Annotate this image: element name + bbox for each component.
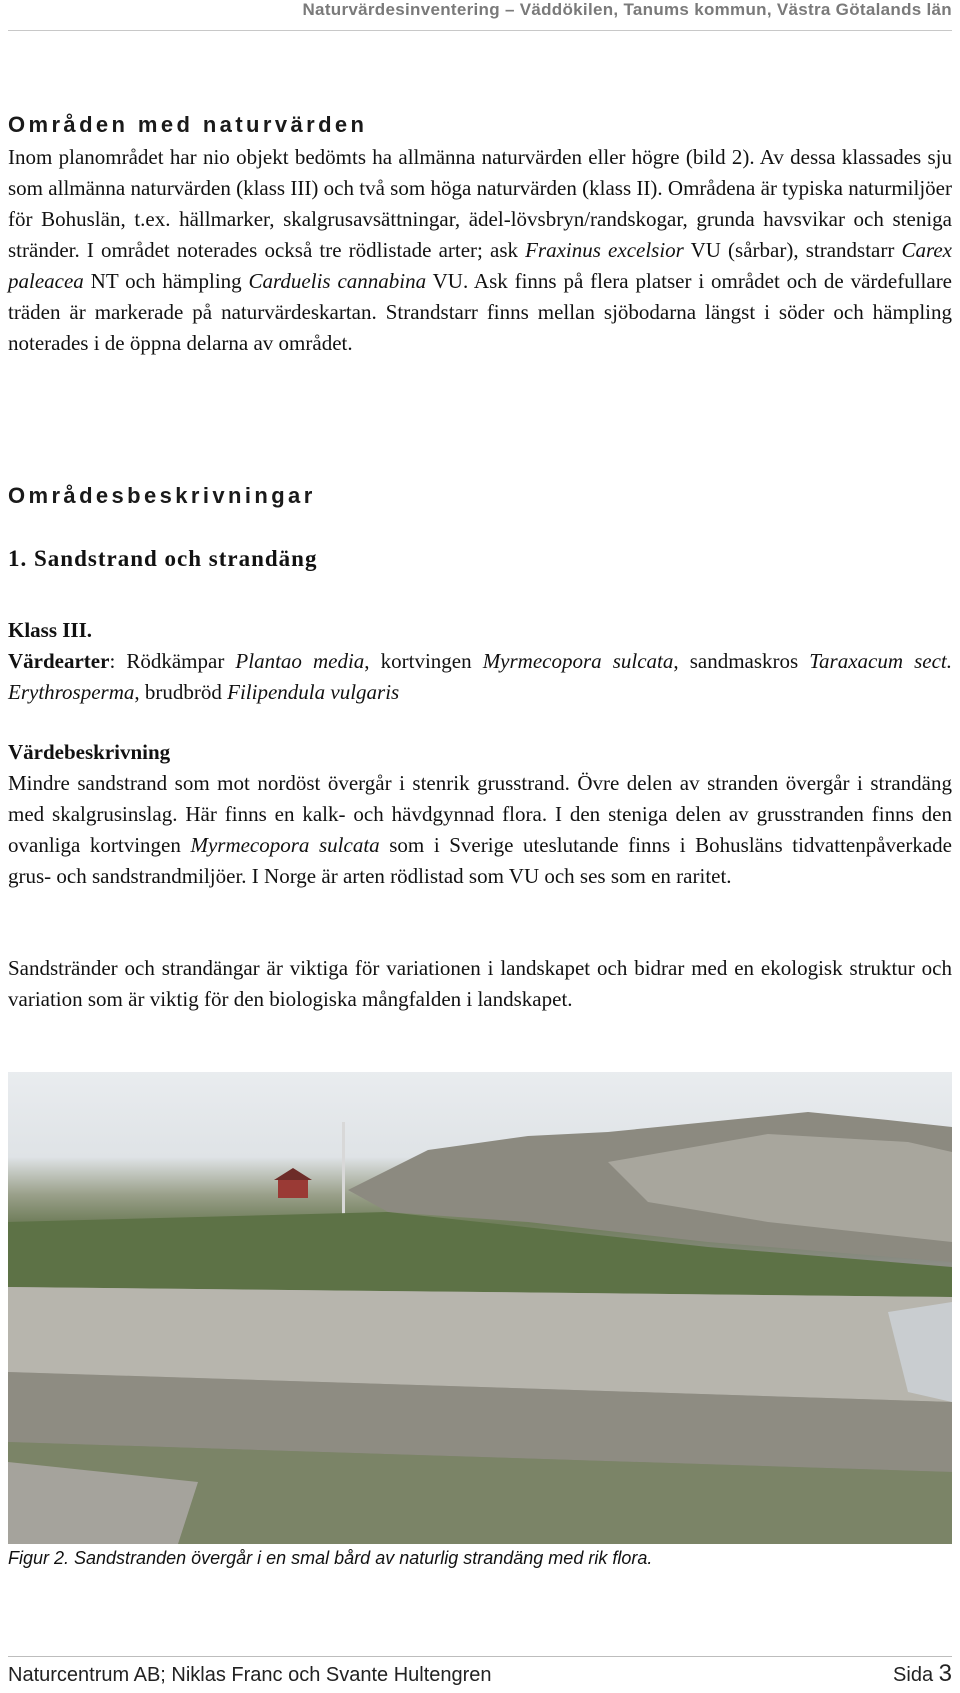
naturvarden-paragraph bbox=[8, 142, 952, 359]
vardearter-label: Värdearter bbox=[8, 649, 110, 673]
vardebeskrivning-label: Värdebeskrivning bbox=[8, 740, 171, 764]
footer-authors: Naturcentrum AB; Niklas Franc och Svante Hultengren bbox=[8, 1664, 492, 1686]
class-label: Klass III. bbox=[8, 618, 93, 642]
beach-photo bbox=[8, 1072, 952, 1544]
text-run: som i Sverige uteslutande finns i Bohusläns tidvattenpåverkade grus- och sandstrandmiljöer. I Norge är arten rödlistad som VU och ses som en raritet. bbox=[8, 833, 952, 888]
text-run: : Rödkämpar bbox=[109, 649, 236, 673]
beach-photo-drawing bbox=[8, 1072, 952, 1544]
vardearter-paragraph bbox=[8, 646, 952, 708]
page-number bbox=[893, 1660, 952, 1688]
text-run: Mindre sandstrand som mot nordöst övergår i stenrik grusstrand. Övre delen av stranden övergår i strandäng med skalgrusinslag. Här finns en kalk- och hävdgynnad flora. I den steniga delen av grusstranden finns den ovanliga kortvingen bbox=[8, 771, 952, 857]
vardebeskrivning-paragraph bbox=[8, 768, 952, 892]
species-name: Plantao media bbox=[235, 649, 365, 673]
species-name: Carduelis cannabina bbox=[248, 269, 427, 293]
area-title: 1. Sandstrand och strandäng bbox=[8, 546, 318, 571]
running-header: Naturvärdesinventering – Väddökilen, Tanums kommun, Västra Götalands län bbox=[302, 0, 952, 19]
species-name: Myrmecopora sulcata bbox=[482, 649, 674, 673]
species-name: Carex paleacea bbox=[8, 238, 952, 293]
text-run: , brudbröd bbox=[134, 680, 228, 704]
header-divider bbox=[8, 30, 952, 31]
text-run: , kortvingen bbox=[364, 649, 483, 673]
species-name: Fraxinus excelsior bbox=[525, 238, 684, 262]
footer-divider bbox=[8, 1656, 952, 1657]
house-roof bbox=[274, 1168, 312, 1180]
species-name: Myrmecopora sulcata bbox=[190, 833, 380, 857]
section-heading-omradesbeskrivningar: Områdesbeskrivningar bbox=[8, 483, 316, 508]
species-name: Taraxacum sect. Erythrosperma bbox=[8, 649, 952, 704]
importance-paragraph: Sandstränder och strandängar är viktiga för variationen i landskapet och bidrar med en ekologisk struktur och variation som är viktig för den biologiska mångfalden i landskapet. bbox=[8, 956, 952, 1011]
page-label: Sida bbox=[893, 1664, 934, 1686]
text-run: VU. Ask finns på flera platser i området och de värdefullare träden är markerade på naturvärdeskartan. Strandstarr finns mellan sjöbodarna längst i söder och hämpling noterades i de öppna delarna av området. bbox=[8, 269, 953, 355]
text-run: , sandmaskros bbox=[673, 649, 810, 673]
page-num-value: 3 bbox=[938, 1660, 952, 1687]
red-house bbox=[278, 1180, 308, 1198]
text-run: Inom planområdet har nio objekt bedömts ha allmänna naturvärden eller högre (bild 2). Av dessa klassades sju som allmänna naturvärden (klass III) och två som höga naturvärden (klass II). Områdena är typiska naturmiljöer för Bohuslän, t.ex. hällmarker, skalgrusavsättningar, ädel-lövsbryn/randskogar, grunda havsvikar och steniga stränder. I området noterades också tre rödlistade arter; ask bbox=[8, 145, 952, 262]
text-run: VU (sårbar), strandstarr bbox=[683, 238, 902, 262]
species-name: Filipendula vulgaris bbox=[227, 680, 400, 704]
text-run: NT och hämpling bbox=[83, 269, 249, 293]
figure-caption: Figur 2. Sandstranden övergår i en smal bård av naturlig strandäng med rik flora. bbox=[8, 1548, 653, 1568]
section-heading-naturvarden: Områden med naturvärden bbox=[8, 112, 368, 137]
